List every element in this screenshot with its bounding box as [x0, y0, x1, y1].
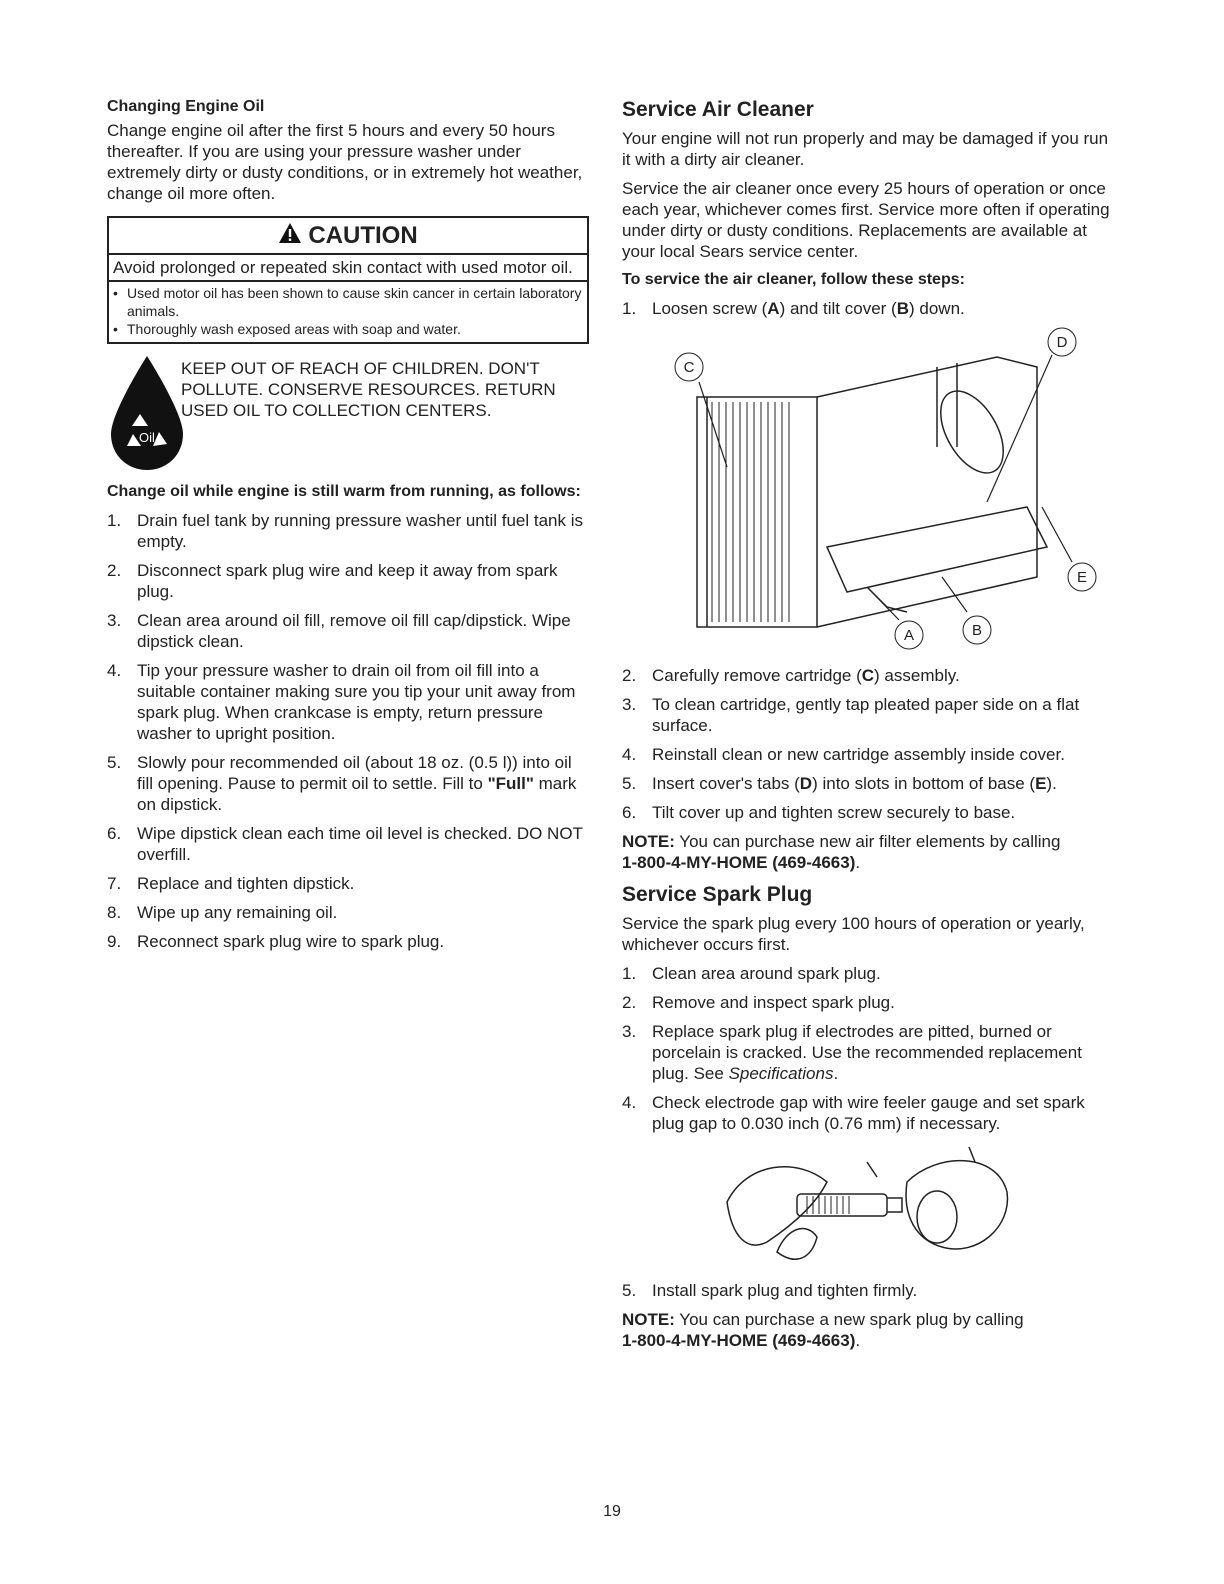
- fig-label-a: A: [903, 627, 915, 644]
- caution-bullet: • Used motor oil has been shown to cause skin cancer in certain laboratory animals.: [113, 285, 582, 320]
- list-item: 1. Drain fuel tank by running pressure washer until fuel tank is empty.: [107, 511, 584, 552]
- list-item: 7. Replace and tighten dipstick.: [107, 874, 355, 894]
- oil-steps-title: Change oil while engine is still warm from running, as follows:: [107, 483, 581, 501]
- list-item: 4. Reinstall clean or new cartridge assembly inside cover.: [622, 745, 1065, 764]
- list-item: 2. Carefully remove cartridge (C) assembly.: [622, 666, 960, 685]
- left-column: [107, 98, 589, 960]
- fig-label-e: E: [1076, 569, 1088, 586]
- list-item: 2. Disconnect spark plug wire and keep it away from spark plug.: [107, 561, 558, 602]
- warning-triangle-icon: [278, 222, 302, 251]
- air-cleaner-p1: Your engine will not run properly and may be damaged if you run it with a dirty air cleaner.: [622, 129, 1109, 169]
- recycle-oil-note: [107, 354, 589, 474]
- list-item: 2. Remove and inspect spark plug.: [622, 993, 895, 1012]
- changing-oil-intro: Change engine oil after the first 5 hours and every 50 hours thereafter. If you are using your pressure washer under extremely dirty or dusty conditions, or in extremely hot weather, change oil more often.: [107, 121, 583, 203]
- fig-label-b: B: [971, 622, 983, 639]
- list-item: 6. Tilt cover up and tighten screw securely to base.: [622, 803, 1016, 822]
- caution-bullet-list: [109, 282, 587, 342]
- list-item: 3. Replace spark plug if electrodes are pitted, burned or porcelain is cracked. Use the recommended replacement plug. See Specifications.: [622, 1022, 1082, 1083]
- list-item: 8. Wipe up any remaining oil.: [107, 903, 338, 923]
- right-column: [622, 98, 1112, 1361]
- list-item: 6. Wipe dipstick clean each time oil level is checked. DO NOT overfill.: [107, 824, 583, 865]
- air-filter-note: NOTE: You can purchase new air filter elements by calling 1-800-4-MY-HOME (469-4663).: [622, 832, 1061, 872]
- list-item: 4. Tip your pressure washer to drain oil from oil fill into a suitable container making sure you tip your unit away from spark plug. When crankcase is empty, return pressure washer to upright position.: [107, 661, 576, 744]
- recycle-oil-text: KEEP OUT OF REACH OF CHILDREN. DON'T POLLUTE. CONSERVE RESOURCES. RETURN USED OIL TO COLLECTION CENTERS.: [181, 359, 556, 421]
- air-steps-title: To service the air cleaner, follow these steps:: [622, 271, 965, 288]
- air-cleaner-p2: Service the air cleaner once every 25 hours of operation or once each year, whichever comes first. Service more often if operating under dirty or dusty conditions. Replacements are available at your local Sears service center.: [622, 179, 1110, 261]
- list-item: 5. Slowly pour recommended oil (about 18 oz. (0.5 l)) into oil fill opening. Pause to permit oil to settle. Fill to "Full" mark on dipstick.: [107, 753, 577, 815]
- caution-bullet: • Thoroughly wash exposed areas with soap and water.: [113, 321, 461, 338]
- air-steps-list: [622, 665, 1112, 823]
- list-item: 3. Clean area around oil fill, remove oil fill cap/dipstick. Wipe dipstick clean.: [107, 611, 571, 652]
- spark-plug-intro: Service the spark plug every 100 hours of operation or yearly, whichever occurs first.: [622, 914, 1085, 954]
- air-cleaner-heading: Service Air Cleaner: [622, 98, 814, 121]
- caution-header: [109, 218, 587, 255]
- caution-title: CAUTION: [308, 222, 418, 249]
- spark-plug-gap-illustration: [707, 1142, 1027, 1272]
- list-item: 1. Clean area around spark plug.: [622, 964, 881, 983]
- list-item: 3. To clean cartridge, gently tap pleated paper side on a flat surface.: [622, 695, 1080, 735]
- list-item: 1. Loosen screw (A) and tilt cover (B) down.: [622, 299, 965, 318]
- oil-steps-list: [107, 510, 589, 952]
- list-item: 5. Install spark plug and tighten firmly.: [622, 1281, 918, 1300]
- oil-drop-recycle-icon: [107, 354, 187, 477]
- list-item: 4. Check electrode gap with wire feeler gauge and set spark plug gap to 0.030 inch (0.76 mm) if necessary.: [622, 1093, 1085, 1133]
- svg-text:Oil: Oil: [139, 430, 155, 446]
- spark-step-5-list: [622, 1280, 1112, 1301]
- list-item: 5. Insert cover's tabs (D) into slots in bottom of base (E).: [622, 774, 1057, 793]
- spark-plug-heading: Service Spark Plug: [622, 883, 813, 906]
- changing-oil-heading: Changing Engine Oil: [107, 98, 265, 115]
- fig-label-d: D: [1056, 334, 1068, 351]
- phone-number: 1-800-4-MY-HOME (469-4663): [622, 1331, 856, 1350]
- caution-box: [107, 216, 589, 344]
- page-number: 19: [603, 1503, 621, 1520]
- air-step-1-list: [622, 298, 1112, 319]
- spark-steps-list: [622, 963, 1112, 1134]
- spark-plug-note: NOTE: You can purchase a new spark plug by calling 1-800-4-MY-HOME (469-4663).: [622, 1310, 1024, 1350]
- list-item: 9. Reconnect spark plug wire to spark plug.: [107, 932, 445, 952]
- fig-label-c: C: [683, 359, 695, 376]
- phone-number: 1-800-4-MY-HOME (469-4663): [622, 853, 856, 872]
- air-cleaner-diagram: [637, 327, 1097, 657]
- caution-main-text: Avoid prolonged or repeated skin contact with used motor oil.: [109, 255, 587, 282]
